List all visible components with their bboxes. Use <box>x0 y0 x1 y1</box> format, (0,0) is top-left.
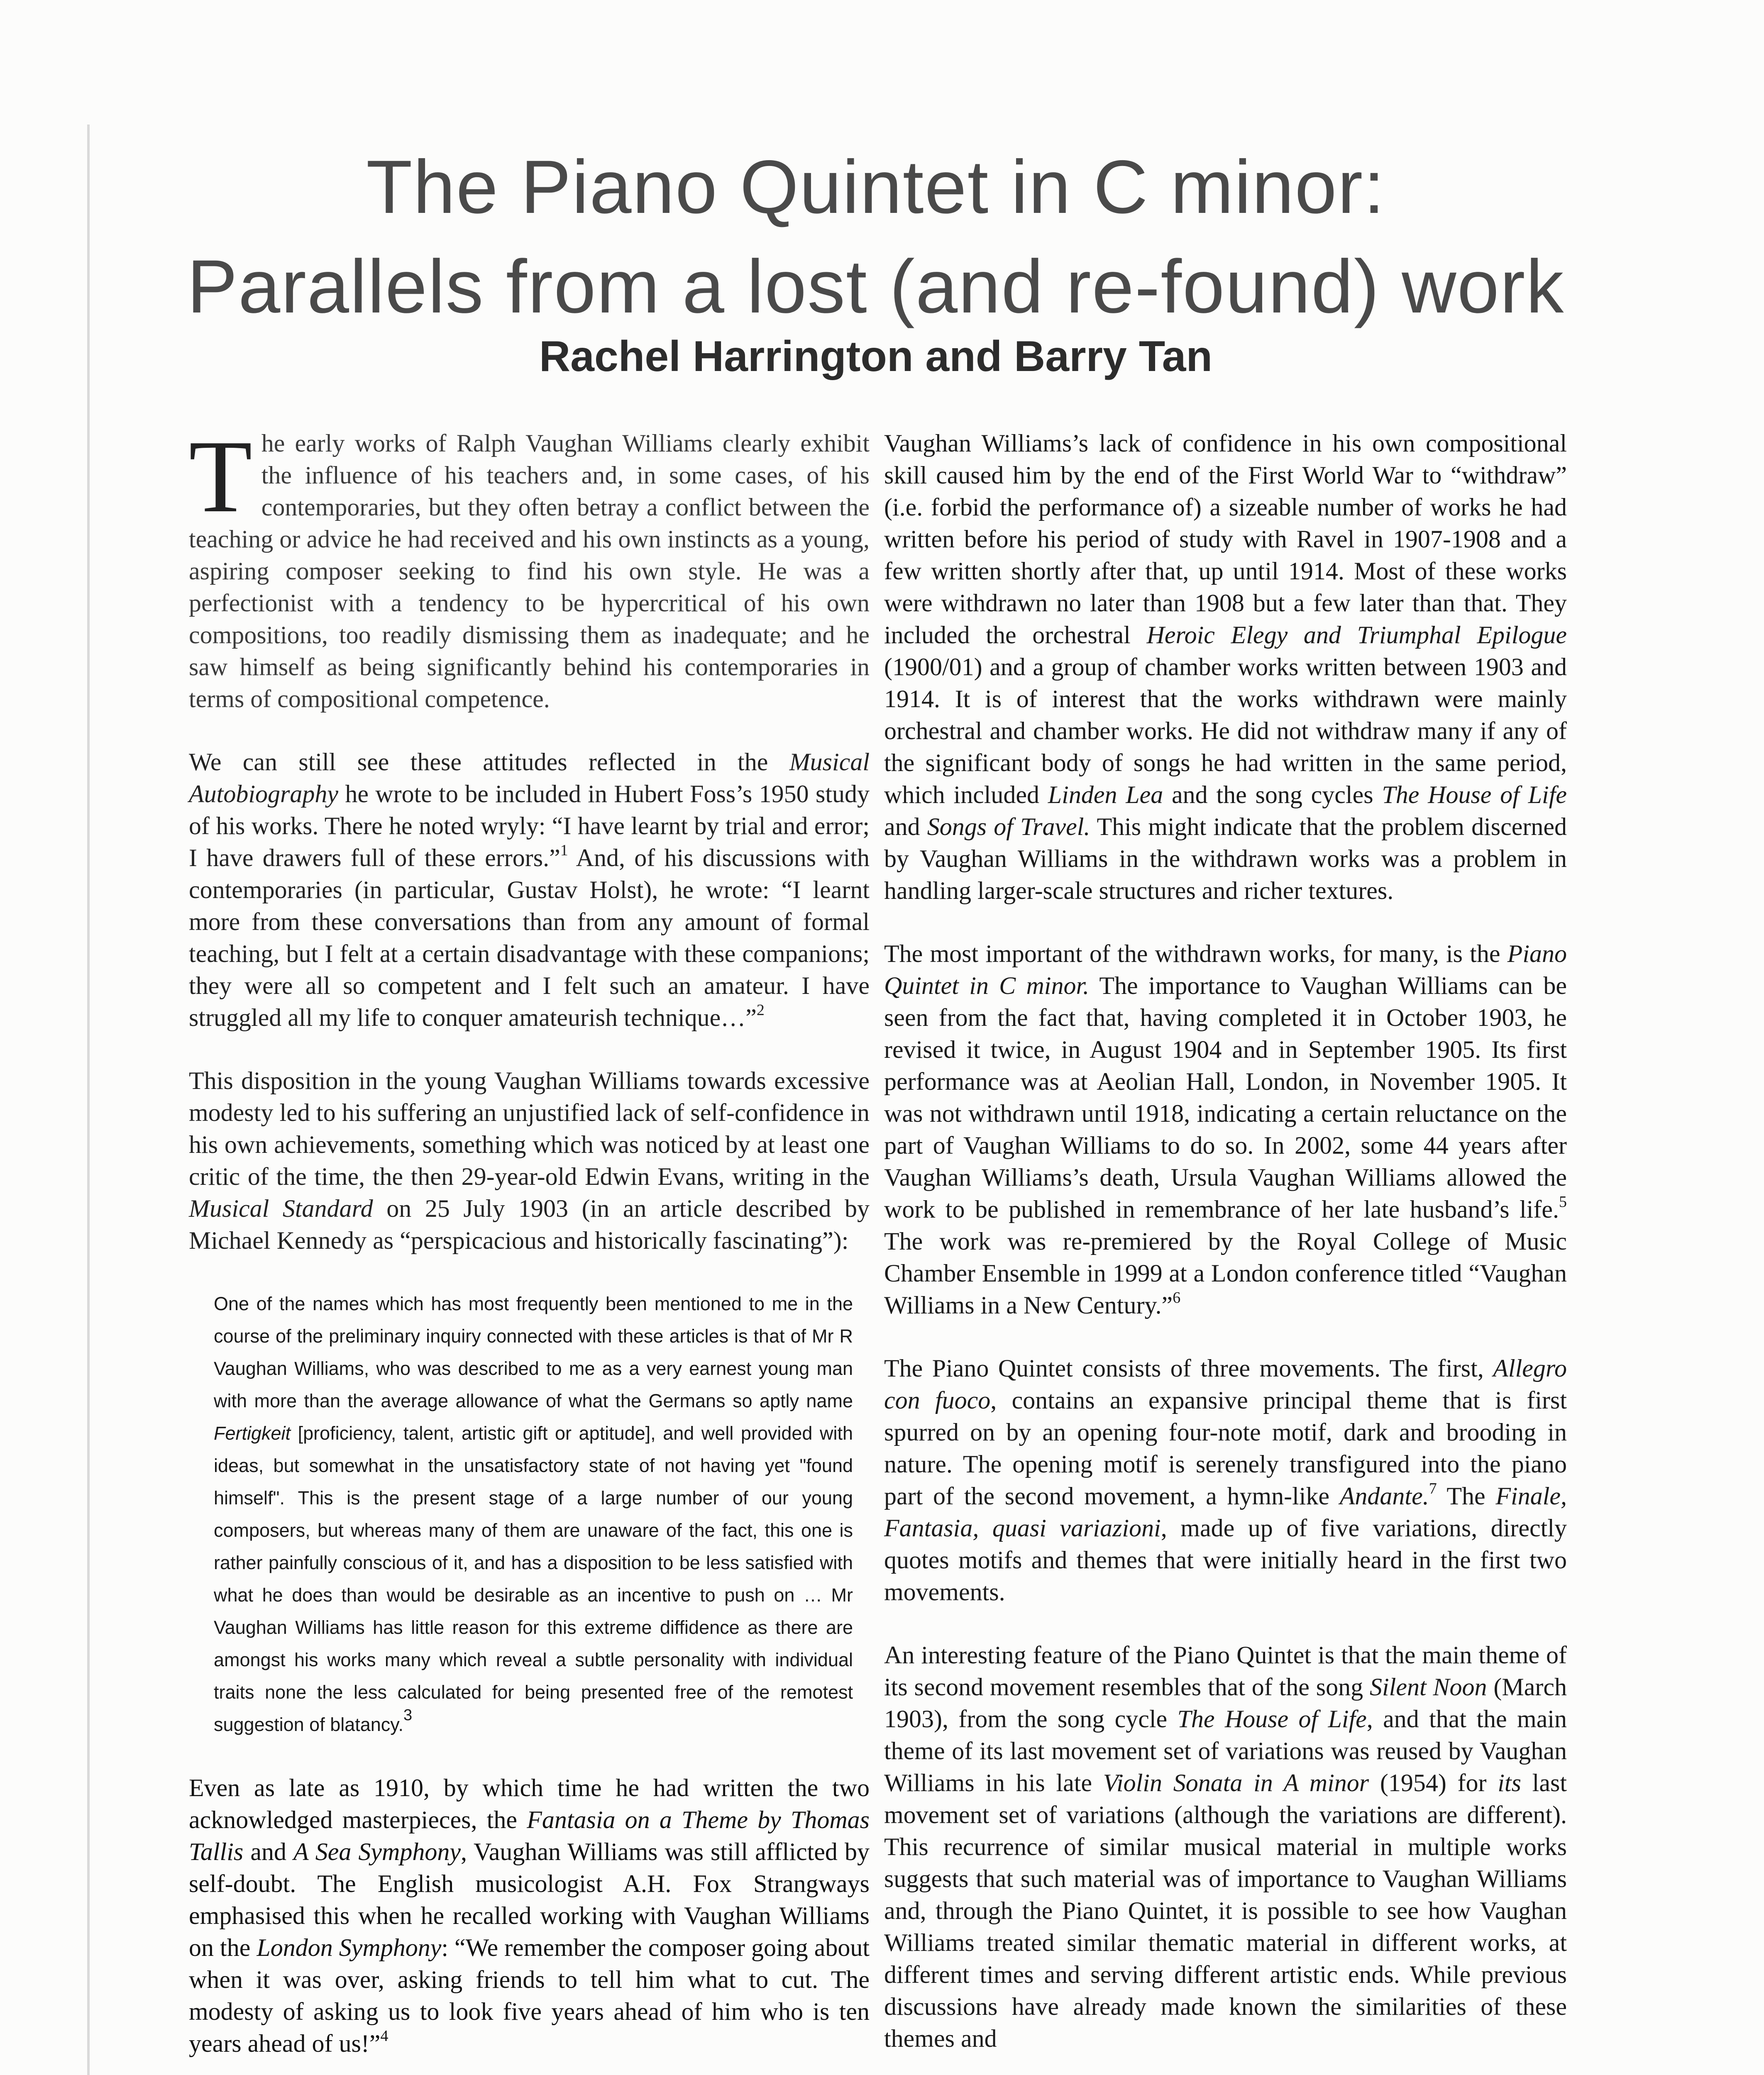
italic-title: Songs of Travel. <box>927 813 1090 840</box>
italic-title: Musical Standard <box>189 1195 373 1222</box>
italic-word: its <box>1498 1769 1521 1797</box>
block-quote <box>214 1288 853 1741</box>
paragraph <box>884 938 1567 1321</box>
footnote-ref: 7 <box>1429 1480 1437 1497</box>
title-line-1: The Piano Quintet in C minor: <box>366 144 1385 229</box>
paragraph-text: , Vaughan Williams was still afflicted by self-doubt. The English musicologist A.H. Fox Strangways emphasised this when he recalled working with Vaughan Williams on the <box>189 1838 870 1961</box>
paragraph <box>189 1772 870 2060</box>
paragraph <box>884 427 1567 907</box>
footnote-ref: 6 <box>1173 1289 1181 1306</box>
paragraph-text: Vaughan Williams’s lack of confidence in his own compositional skill caused him by the end of the First World War to “withdraw” (i.e. forbid the performance of) a sizeable number of works he had written before his period of study with Ravel in 1907-1908 and a few written shortly after that, up until 1914. Most of these works were withdrawn no later than 1908 but a few later than that. They included the orchestral <box>884 430 1567 649</box>
italic-title: Musical Autobiography <box>189 748 870 808</box>
italic-title: Linden Lea <box>1048 781 1163 808</box>
footnote-ref: 3 <box>403 1706 413 1724</box>
footnote-ref: 1 <box>560 842 568 859</box>
paragraph-text: and <box>243 1838 294 1865</box>
paragraph-text: on 25 July 1903 (in an article described by Michael Kennedy as “perspicacious and historically fascinating”): <box>189 1195 870 1254</box>
paragraph-text: , and that the main theme of its last movement set of variations was reused by Vaughan Williams in his late <box>884 1705 1567 1797</box>
paragraph-text: , contains an expansive principal theme that is first spurred on by an opening four-note motif, dark and brooding in nature. The opening motif is serenely transfigured into the piano part of the second movement, a hymn-like <box>884 1387 1567 1510</box>
paragraph-text: he early works of Ralph Vaughan Williams clearly exhibit the influence of his teachers and, in some cases, of his contemporaries, but they often betray a conflict between the teaching or advice he had received and his own instincts as a young, aspiring composer seeking to find his own style. He was a perfectionist with a tendency to be hypercritical of his own compositions, too readily dismissing them as inadequate; and he saw himself as being significantly behind his contemporaries in terms of compositional competence. <box>189 430 870 713</box>
scan-shadow <box>87 124 90 2075</box>
italic-term: Fertigkeit <box>214 1423 291 1444</box>
paragraph-text: (1954) for <box>1369 1769 1498 1797</box>
quote-text-span: [proficiency, talent, artistic gift or aptitude], and well provided with ideas, but somewhat in the unsatisfactory state of not having yet "found himself". This is the present stage of a large number of our young composers, but whereas many of them are unaware of the fact, this one is rather painfully conscious of it, and has a disposition to be less satisfied with what he does than would be desirable as an incentive to push on … Mr Vaughan Williams has little reason for this extreme diffidence as there are amongst his works many which reveal a subtle personality with individual traits none the less calculated for being presented free of the remotest suggestion of blatancy. <box>214 1423 853 1735</box>
italic-title: Andante. <box>1339 1482 1429 1510</box>
paragraph-text: The importance to Vaughan Williams can be seen from the fact that, having completed it in October 1903, he revised it twice, in August 1904 and in September 1905. Its first performance was at Aeolian Hall, London, in November 1905. It was not withdrawn until 1918, indicating a certain reluctance on the part of Vaughan Williams to do so. In 2002, some 44 years after Vaughan Williams’s death, Ursula Vaughan Williams allowed the work to be published in remembrance of her late husband’s life. <box>884 972 1567 1223</box>
footnote-ref: 5 <box>1559 1193 1567 1211</box>
quote-text <box>214 1288 853 1741</box>
italic-title: Fantasia on a Theme by Thomas Tallis <box>189 1806 870 1865</box>
paragraph-text: The most important of the withdrawn works, for many, is the <box>884 940 1507 967</box>
right-column <box>884 427 1567 2075</box>
paragraph-text: last movement set of variations (although the variations are different). This recurrence of similar musical material in multiple works suggests that such material was of importance to Vaughan Williams and, through the Piano Quintet, it is possible to see how Vaughan Williams treated similar thematic material in different works, at different times and serving different artistic ends. While previous discussions have already made known the similarities of these themes and <box>884 1769 1567 2052</box>
italic-title: Finale, Fantasia, quasi variazioni <box>884 1482 1567 1542</box>
paragraph <box>189 746 870 1034</box>
article-title <box>125 137 1627 336</box>
article-authors: Rachel Harrington and Barry Tan <box>539 332 1212 381</box>
paragraph-text: : “We remember the composer going about when it was over, asking friends to tell him what to cut. The modesty of asking us to look five years ahead of him who is ten years ahead of us!” <box>189 1934 870 2057</box>
paragraph-text: This disposition in the young Vaughan Williams towards excessive modesty led to his suffering an unjustified lack of self-confidence in his own achievements, something which was noticed by at least one critic of the time, the then 29-year-old Edwin Evans, writing in the <box>189 1067 870 1190</box>
italic-title: Silent Noon <box>1370 1673 1487 1701</box>
paragraph-text: The work was re-premiered by the Royal College of Music Chamber Ensemble in 1999 at a London conference titled “Vaughan Williams in a New Century.” <box>884 1228 1567 1319</box>
paragraph-text: The <box>1437 1482 1496 1510</box>
italic-title: Heroic Elegy and Triumphal Epilogue <box>1146 621 1567 649</box>
paragraph <box>189 1065 870 1257</box>
title-line-2: Parallels from a lost (and re-found) work <box>187 244 1565 329</box>
paragraph-text: The Piano Quintet consists of three movements. The first, <box>884 1355 1493 1382</box>
italic-title: London Symphony <box>257 1934 442 1961</box>
paragraph-text: Even as late as 1910, by which time he had written the two acknowledged masterpieces, the <box>189 1774 870 1833</box>
quote-text-span: One of the names which has most frequently been mentioned to me in the course of the preliminary inquiry connected with these articles is that of Mr R Vaughan Williams, who was described to me as a very earnest young man with more than the average allowance of what the Germans so aptly name <box>214 1293 853 1411</box>
paragraph-text: and <box>884 813 927 840</box>
paragraph-text: , made up of five variations, directly quotes motifs and themes that were initially heard in the first two movements. <box>884 1514 1567 1606</box>
paragraph-text: and the song cycles <box>1163 781 1382 808</box>
paragraph-text: We can still see these attitudes reflected in the <box>189 748 789 776</box>
footnote-ref: 2 <box>756 1001 765 1019</box>
paragraph-text: he wrote to be included in Hubert Foss’s 1950 study of his works. There he noted wryly: “I have learnt by trial and error; I have drawers full of these errors.” <box>189 780 870 872</box>
paragraph <box>189 419 870 715</box>
drop-cap: T <box>189 419 252 534</box>
paragraph-text: An interesting feature of the Piano Quintet is that the main theme of its second movement resembles that of the song <box>884 1641 1567 1701</box>
footnote-ref: 4 <box>380 2027 388 2045</box>
italic-title: Violin Sonata in A minor <box>1103 1769 1369 1797</box>
paragraph-text: And, of his discussions with contemporaries (in particular, Gustav Holst), he wrote: “I learnt more from these conversations than from any amount of formal teaching, but I felt at a certain disadvantage with these companions; they were all so competent and I felt such an amateur. I have struggled all my life to conquer amateurish technique…” <box>189 844 870 1031</box>
left-column <box>189 419 870 2075</box>
paragraph <box>884 1352 1567 1608</box>
paragraph-text: (March 1903), from the song cycle <box>884 1673 1567 1733</box>
italic-title: Allegro con fuoco <box>884 1355 1567 1414</box>
italic-title: The House of Life <box>1382 781 1567 808</box>
paragraph <box>884 1639 1567 2055</box>
italic-title: The House of Life <box>1177 1705 1367 1733</box>
italic-title: Piano Quintet in C minor. <box>884 940 1567 999</box>
paragraph-text: This might indicate that the problem discerned by Vaughan Williams in the withdrawn works was a problem in handling larger-scale structures and richer textures. <box>884 813 1567 904</box>
paragraph-text: (1900/01) and a group of chamber works written between 1903 and 1914. It is of interest that the works withdrawn were mainly orchestral and chamber works. He did not withdraw many if any of the significant body of songs he had written in the same period, which included <box>884 653 1567 808</box>
italic-title: A Sea Symphony <box>293 1838 461 1865</box>
